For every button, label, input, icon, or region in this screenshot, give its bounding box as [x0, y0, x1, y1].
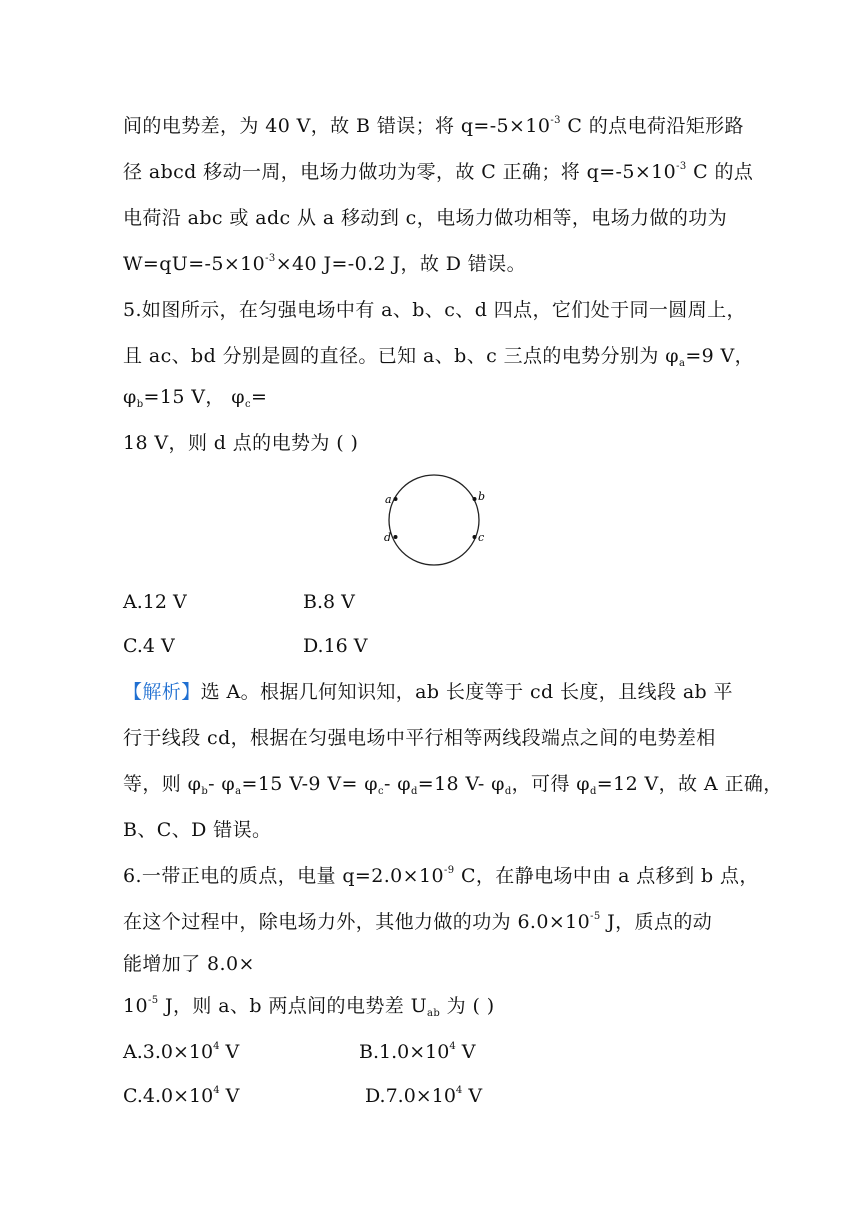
q5-option-d: D.16 V	[303, 635, 368, 657]
circle-diagram	[380, 468, 490, 572]
point-b	[473, 497, 477, 501]
question-5-line-4: 18 V，则 d 点的电势为 ( )	[123, 432, 359, 454]
question-6-line-3: 能增加了 8.0×	[123, 953, 255, 975]
q6-option-c: $C.4.0\times 10^4$ V	[123, 1085, 240, 1107]
q6-option-d: $D.7.0\times 10^4$ V	[365, 1085, 483, 1107]
question-6-line-4: $10^{-5}$ J，则 a、b 两点间的电势差 $U_{ab}$ 为 ( )	[123, 995, 495, 1019]
label-a: a	[385, 493, 392, 506]
question-5-line-2: 且 ac、bd 分别是圆的直径。已知 a、b、c 三点的电势分别为 $\varphi_a=9$ V，	[123, 345, 755, 369]
question-6-line-1: 6.一带正电的质点，电量 $q=2.0\times 10^{-9}$ C，在静电场中由 a 点移到 b 点，	[123, 865, 759, 887]
question-5-line-3: $\varphi_b=15$ V， $\varphi_c=$	[123, 386, 268, 410]
label-c: c	[478, 531, 485, 544]
point-a	[394, 497, 398, 501]
question-5-line-1: 5.如图所示，在匀强电场中有 a、b、c、d 四点，它们处于同一圆周上，	[123, 299, 746, 321]
q5-option-b: B.8 V	[303, 591, 355, 613]
q5-option-a: A.12 V	[123, 591, 187, 613]
question-6-line-2: 在这个过程中，除电场力外，其他力做的功为 $6.0\times 10^{-5}$ J，质点的动	[123, 911, 713, 933]
label-b: b	[478, 490, 486, 503]
point-d	[394, 535, 398, 539]
solution-line-3: 电荷沿 abc 或 adc 从 a 移动到 c，电场力做功相等，电场力做的功为	[123, 207, 728, 229]
analysis-5-line-2: 行于线段 cd，根据在匀强电场中平行相等两线段端点之间的电势差相	[123, 727, 716, 749]
analysis-5-line-1: 【解析】选 A。根据几何知识知，ab 长度等于 cd 长度，且线段 ab 平	[123, 681, 733, 703]
q6-option-a: $A.3.0\times 10^4$ V	[123, 1041, 240, 1063]
solution-line-4: $W=qU=-5\times 10^{-3}\times 40$ J=-0.2 J，故 D 错误。	[123, 253, 526, 275]
circle-outline	[389, 475, 479, 565]
analysis-5-line-3: 等，则 $\varphi_b-$ $\varphi_a=15$ V-9 $V= \varphi_c-$ $\varphi_d=18$ V- $\varphi_d$，可得 $\varphi_d=12$ V，故 A 正确，	[123, 773, 783, 797]
point-c	[473, 535, 477, 539]
solution-line-1: 间的电势差，为 40 V，故 B 错误；将 $q=-5\times 10^{-3}$ C 的点电荷沿矩形路	[123, 115, 744, 137]
analysis-5-line-4: B、C、D 错误。	[123, 819, 272, 841]
q6-option-b: $B.1.0\times 10^4$ V	[359, 1041, 476, 1063]
label-d: d	[384, 531, 392, 544]
solution-line-2: 径 abcd 移动一周，电场力做功为零，故 C 正确；将 $q=-5\times 10^{-3}$ C 的点	[123, 161, 754, 183]
q5-option-c: C.4 V	[123, 635, 175, 657]
analysis-tag: 【解析】	[123, 681, 201, 703]
